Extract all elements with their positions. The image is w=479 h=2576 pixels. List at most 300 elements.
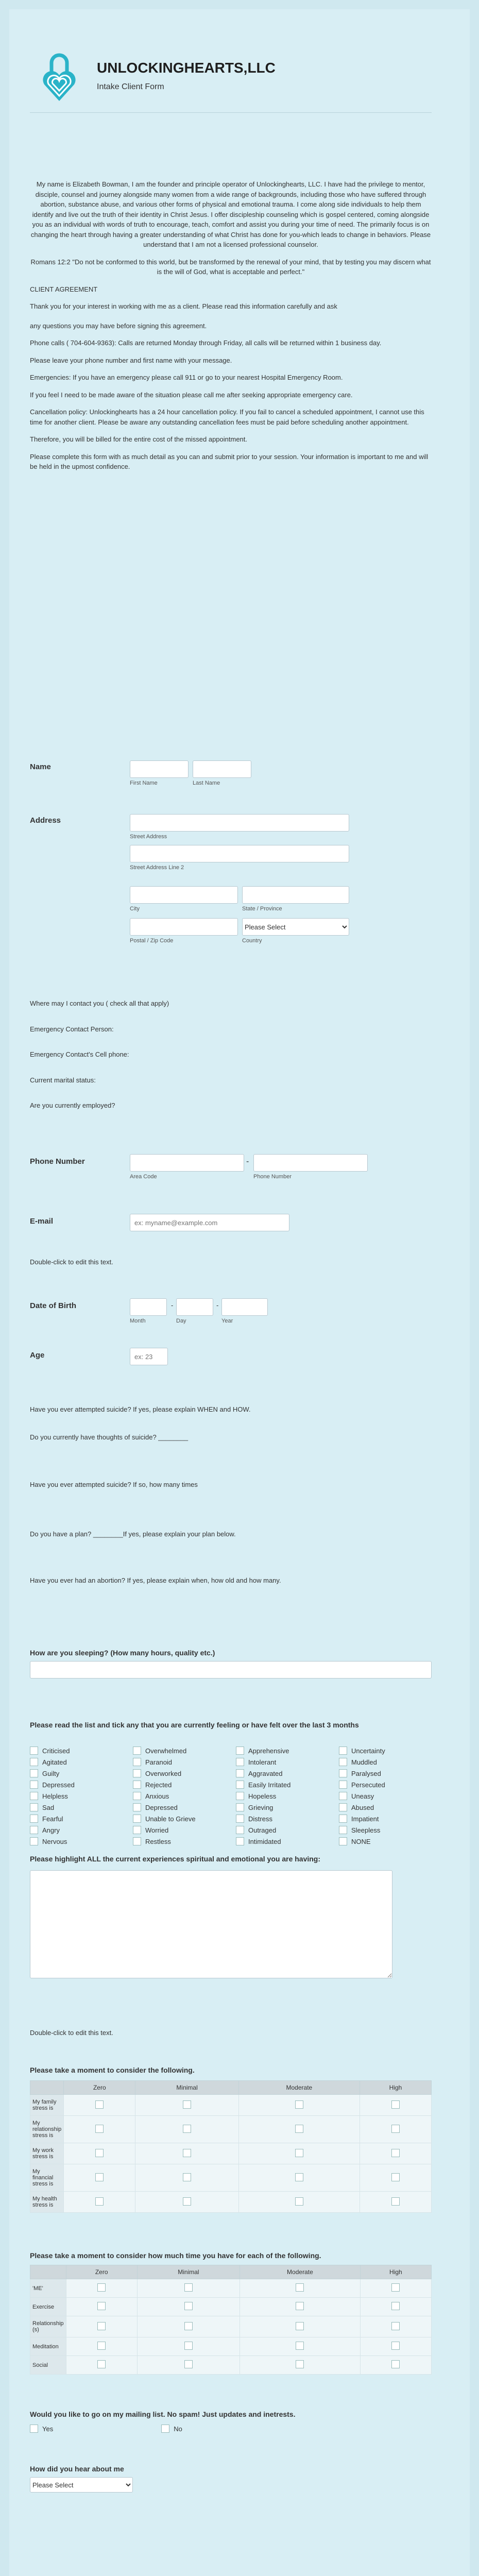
checkbox[interactable] xyxy=(236,1781,244,1789)
feeling-label: Abused xyxy=(351,1803,374,1811)
feeling-option[interactable] xyxy=(30,1747,123,1755)
feeling-option[interactable] xyxy=(339,1769,432,1777)
matrix-cell xyxy=(64,2192,135,2213)
emergency-policy: Emergencies: If you have an emergency please call 911 or go to your nearest Hospital Emergency Room. xyxy=(30,374,343,381)
abortion-question: Have you ever had an abortion? If yes, please explain when, how old and how many. xyxy=(30,1577,281,1584)
checkbox[interactable] xyxy=(30,1769,38,1777)
mailing-no-option[interactable]: No xyxy=(161,2425,182,2433)
mailing-label: Would you like to go on my mailing list. No spam! Just updates and inetrests. xyxy=(30,2410,296,2418)
matrix-cell xyxy=(135,2143,239,2164)
matrix-row-label: Social xyxy=(30,2356,66,2375)
feeling-option[interactable] xyxy=(133,1781,226,1789)
phone-label: Phone Number xyxy=(30,1157,85,1166)
matrix-cell xyxy=(66,2279,137,2298)
feeling-option[interactable] xyxy=(30,1837,123,1845)
feeling-label: Fearful xyxy=(42,1815,63,1823)
matrix-cell xyxy=(360,2337,431,2356)
message-policy: Please leave your phone number and first name with your message. xyxy=(30,356,232,364)
checkbox[interactable] xyxy=(391,2360,400,2368)
last-name-input[interactable] xyxy=(193,760,251,778)
matrix-cell xyxy=(137,2337,239,2356)
area-code-input[interactable] xyxy=(130,1154,244,1172)
feeling-option[interactable] xyxy=(236,1747,329,1755)
checkbox[interactable] xyxy=(236,1792,244,1800)
feeling-label: Easily Irritated xyxy=(248,1781,291,1789)
emergency-phone-question: Emergency Contact's Cell phone: xyxy=(30,1050,129,1058)
zip-group: Postal / Zip Code xyxy=(130,918,238,944)
matrix-column-header: High xyxy=(360,2265,431,2279)
matrix-row-label: Exercise xyxy=(30,2298,66,2316)
checkbox[interactable] xyxy=(296,2360,304,2368)
matrix-cell xyxy=(137,2279,239,2298)
checkbox[interactable] xyxy=(295,2173,303,2181)
name-label: Name xyxy=(30,762,51,771)
agreement-text: any questions you may have before signing this agreement. xyxy=(30,321,207,330)
state-input[interactable] xyxy=(242,886,349,904)
feeling-option[interactable] xyxy=(236,1769,329,1777)
matrix-cell xyxy=(135,2164,239,2192)
first-name-input[interactable] xyxy=(130,760,189,778)
feeling-label: Uncertainty xyxy=(351,1747,385,1755)
checkbox[interactable] xyxy=(133,1826,141,1834)
country-group: Please Select Country xyxy=(242,918,349,944)
feeling-option[interactable] xyxy=(30,1781,123,1789)
street-address2-input[interactable] xyxy=(130,845,349,862)
feeling-option[interactable] xyxy=(236,1781,329,1789)
matrix-cell xyxy=(64,2095,135,2116)
checkbox[interactable] xyxy=(30,1826,38,1834)
matrix-row-label: My work stress is xyxy=(30,2143,64,2164)
feeling-option[interactable] xyxy=(30,1758,123,1766)
address-label: Address xyxy=(30,816,61,825)
feeling-label: Depressed xyxy=(145,1803,178,1811)
checkbox[interactable] xyxy=(95,2197,104,2206)
age-label: Age xyxy=(30,1351,45,1360)
checkbox[interactable] xyxy=(339,1803,347,1811)
feeling-label: Unable to Grieve xyxy=(145,1815,196,1823)
checkbox[interactable] xyxy=(391,2322,400,2330)
checkbox[interactable] xyxy=(295,2125,303,2133)
dob-day-input[interactable] xyxy=(176,1298,213,1316)
feeling-label: Worried xyxy=(145,1826,169,1834)
checkbox[interactable] xyxy=(236,1826,244,1834)
checkbox[interactable] xyxy=(391,2197,400,2206)
matrix-row-label: My relationship stress is xyxy=(30,2116,64,2143)
matrix-cell xyxy=(238,2116,360,2143)
brand-title: UNLOCKINGHEARTS,LLC xyxy=(97,60,276,76)
cancellation-policy: Cancellation policy: Unlockinghearts has a 24 hour cancellation policy. If you fail to cancel a scheduled appointment, I cannot use this time for another client. Please be aware any outstanding cancellation fees must be paid before scheduling another appointment. xyxy=(30,408,424,426)
hear-label: How did you hear about me xyxy=(30,2465,124,2473)
checkbox[interactable] xyxy=(391,2100,400,2109)
feeling-label: Overwhelmed xyxy=(145,1747,187,1755)
phone-number-group: Phone Number xyxy=(253,1154,368,1180)
checkbox[interactable] xyxy=(95,2125,104,2133)
matrix-row-label: My family stress is xyxy=(30,2095,64,2116)
checkbox[interactable] xyxy=(296,2322,304,2330)
checkbox[interactable] xyxy=(95,2173,104,2181)
checkbox[interactable] xyxy=(183,2149,191,2157)
emergency-followup: If you feel I need to be made aware of the situation please call me after seeking appropriate emergency care. xyxy=(30,391,353,399)
feeling-label: Uneasy xyxy=(351,1792,374,1800)
checkbox[interactable] xyxy=(391,2125,400,2133)
checkbox[interactable] xyxy=(295,2100,303,2109)
feeling-option[interactable] xyxy=(339,1747,432,1755)
marital-status-question: Current marital status: xyxy=(30,1076,96,1084)
dob-sep: - xyxy=(216,1301,219,1309)
matrix-cell xyxy=(238,2095,360,2116)
matrix-column-header: Moderate xyxy=(238,2081,360,2095)
form-subtitle: Intake Client Form xyxy=(97,82,164,91)
agreement-title: CLIENT AGREEMENT xyxy=(30,285,98,293)
checkbox[interactable] xyxy=(30,1815,38,1823)
checkbox[interactable] xyxy=(133,1837,141,1845)
feeling-option[interactable] xyxy=(30,1803,123,1811)
checkbox[interactable] xyxy=(339,1747,347,1755)
feeling-label: Impatient xyxy=(351,1815,379,1823)
feeling-option[interactable] xyxy=(133,1758,226,1766)
checkbox[interactable] xyxy=(236,1769,244,1777)
feeling-label: Depressed xyxy=(42,1781,75,1789)
matrix-row xyxy=(30,2095,432,2116)
matrix-row xyxy=(30,2164,432,2192)
matrix-cell xyxy=(238,2192,360,2213)
billing-policy: Therefore, you will be billed for the entire cost of the missed appointment. xyxy=(30,435,247,443)
feeling-option[interactable] xyxy=(236,1826,329,1834)
checkbox[interactable] xyxy=(97,2302,106,2310)
sleep-input[interactable] xyxy=(30,1661,432,1679)
matrix-cell xyxy=(240,2316,361,2337)
feeling-option[interactable] xyxy=(339,1826,432,1834)
feeling-option[interactable] xyxy=(133,1826,226,1834)
street-group: Street Address xyxy=(130,814,349,840)
checkbox[interactable] xyxy=(236,1747,244,1755)
checkbox[interactable] xyxy=(296,2283,304,2292)
intro-paragraph: My name is Elizabeth Bowman, I am the founder and principle operator of Unlockinghearts, LLC. I have had the privilege to mentor, disciple, counsel and journey alongside many women from a wide range of backgrounds, including those who have suffered through abortion, substance abuse, and various other forms of physical and emotional trauma. I come along side individuals to help them identify and live out the truth of their identity in Christ Jesus. I offer discipleship counseling which is gospel centered, coming alongside you as an individual with words of truth to encourage, teach, comfort and assist you during your time of need. The primarily focus is on changing the heart through having a greater understanding of what Christ has done for you-which leads to change in behaviors. Please understand that I am not a licensed professional counselor. xyxy=(30,180,431,248)
checkbox[interactable] xyxy=(339,1826,347,1834)
dob-year-input[interactable] xyxy=(221,1298,268,1316)
checkbox[interactable] xyxy=(236,1837,244,1845)
feeling-label: Aggravated xyxy=(248,1769,283,1777)
suicide-question: Have you ever attempted suicide? If yes, please explain WHEN and HOW. xyxy=(30,1405,251,1413)
checkbox[interactable] xyxy=(184,2302,193,2310)
matrix1-label: Please take a moment to consider the following. xyxy=(30,2066,195,2074)
checkbox[interactable] xyxy=(339,1837,347,1845)
matrix-cell xyxy=(240,2298,361,2316)
country-select[interactable] xyxy=(242,918,349,936)
last-name-group: Last Name xyxy=(193,760,251,786)
street-address-input[interactable] xyxy=(130,814,349,832)
feeling-option[interactable] xyxy=(133,1815,226,1823)
checkbox[interactable] xyxy=(97,2283,106,2292)
checkbox[interactable] xyxy=(184,2342,193,2350)
feeling-label: Intimidated xyxy=(248,1837,281,1845)
checkbox[interactable] xyxy=(339,1792,347,1800)
matrix-row-label: Meditation xyxy=(30,2337,66,2356)
matrix-column-header: High xyxy=(360,2081,431,2095)
checkbox[interactable] xyxy=(30,2425,38,2433)
matrix-cell xyxy=(360,2298,431,2316)
dob-label: Date of Birth xyxy=(30,1301,76,1310)
checkbox[interactable] xyxy=(236,1803,244,1811)
feeling-label: Paranoid xyxy=(145,1758,173,1766)
checkbox[interactable] xyxy=(183,2125,191,2133)
checkbox[interactable] xyxy=(296,2302,304,2310)
matrix-cell xyxy=(137,2356,239,2375)
first-name-group: First Name xyxy=(130,760,189,786)
checkbox[interactable] xyxy=(184,2283,193,2292)
editable-text[interactable]: Double-click to edit this text. xyxy=(30,1258,113,1266)
matrix-row xyxy=(30,2356,432,2375)
thoughts-question: Do you currently have thoughts of suicide? ________ xyxy=(30,1433,189,1441)
checkbox[interactable] xyxy=(391,2149,400,2157)
feeling-label: Criticised xyxy=(42,1747,70,1755)
matrix-cell xyxy=(238,2143,360,2164)
feeling-option[interactable] xyxy=(236,1803,329,1811)
checkbox[interactable] xyxy=(183,2100,191,2109)
matrix-row xyxy=(30,2116,432,2143)
feeling-label: Overworked xyxy=(145,1769,182,1777)
matrix-row xyxy=(30,2192,432,2213)
feeling-option[interactable] xyxy=(339,1815,432,1823)
scripture-paragraph: Romans 12:2 "Do not be conformed to this world, but be transformed by the renewal of your mind, that by testing you may discern what is the will of God, what is acceptable and perfect." xyxy=(30,258,431,276)
matrix-cell xyxy=(360,2356,431,2375)
feeling-label: Helpless xyxy=(42,1792,68,1800)
feeling-label: Restless xyxy=(145,1837,171,1845)
phone-policy: Phone calls ( 704-604-9363): Calls are returned Monday through Friday, all calls will be returned within 1 business day. xyxy=(30,339,382,347)
matrix-cell xyxy=(240,2337,361,2356)
matrix-cell xyxy=(66,2356,137,2375)
matrix-corner xyxy=(30,2081,64,2095)
checkbox[interactable] xyxy=(236,1758,244,1766)
feeling-label: Persecuted xyxy=(351,1781,385,1789)
matrix-row xyxy=(30,2279,432,2298)
feeling-option[interactable] xyxy=(133,1747,226,1755)
city-input[interactable] xyxy=(130,886,238,904)
matrix2-label: Please take a moment to consider how much time you have for each of the following. xyxy=(30,2251,321,2260)
matrix-cell xyxy=(240,2279,361,2298)
matrix-row-label: 'ME' xyxy=(30,2279,66,2298)
checkbox[interactable] xyxy=(295,2197,303,2206)
mailing-options xyxy=(30,2425,182,2433)
intro-section xyxy=(30,179,432,479)
feeling-label: Agitated xyxy=(42,1758,67,1766)
completion-note: Please complete this form with as much detail as you can and submit prior to your session. Your information is important to me and will be held in the upmost confidence. xyxy=(30,452,429,470)
matrix-cell xyxy=(360,2279,431,2298)
checkbox[interactable] xyxy=(97,2322,106,2330)
matrix-cell xyxy=(64,2143,135,2164)
phone-dash: - xyxy=(246,1157,249,1166)
matrix-cell xyxy=(360,2116,431,2143)
feeling-label: Sad xyxy=(42,1803,55,1811)
checkbox[interactable] xyxy=(161,2425,169,2433)
feeling-option[interactable] xyxy=(133,1792,226,1800)
checkbox[interactable] xyxy=(133,1769,141,1777)
email-label: E-mail xyxy=(30,1217,54,1226)
matrix-cell xyxy=(360,2192,431,2213)
feeling-option[interactable] xyxy=(236,1758,329,1766)
feeling-option[interactable] xyxy=(339,1781,432,1789)
phone-number-input[interactable] xyxy=(253,1154,368,1172)
attempt-question: Have you ever attempted suicide? If so, how many times xyxy=(30,1481,198,1488)
emergency-contact-question: Emergency Contact Person: xyxy=(30,1025,114,1033)
checkbox[interactable] xyxy=(391,2342,400,2350)
highlight-textarea[interactable] xyxy=(30,1870,392,1978)
checkbox[interactable] xyxy=(391,2173,400,2181)
contact-question: Where may I contact you ( check all that apply) xyxy=(30,999,169,1007)
mailing-yes-option[interactable]: Yes xyxy=(30,2425,53,2433)
feeling-option[interactable] xyxy=(236,1837,329,1845)
sleep-label: How are you sleeping? (How many hours, quality etc.) xyxy=(30,1649,215,1657)
area-code-group: Area Code xyxy=(130,1154,244,1180)
matrix-column-header: Minimal xyxy=(137,2265,239,2279)
checkbox[interactable] xyxy=(184,2322,193,2330)
checkbox[interactable] xyxy=(236,1815,244,1823)
editable-text[interactable]: Double-click to edit this text. xyxy=(30,2029,113,2037)
feeling-option[interactable] xyxy=(236,1792,329,1800)
feeling-label: Hopeless xyxy=(248,1792,277,1800)
checkbox[interactable] xyxy=(133,1781,141,1789)
feeling-option[interactable] xyxy=(339,1837,432,1845)
email-group xyxy=(130,1214,289,1231)
heart-lock-logo xyxy=(42,47,76,104)
matrix-cell xyxy=(64,2116,135,2143)
feeling-label: Distress xyxy=(248,1815,272,1823)
feeling-label: Anxious xyxy=(145,1792,169,1800)
checkbox[interactable] xyxy=(133,1792,141,1800)
form-header xyxy=(30,47,432,109)
matrix-row-label: Relationship (s) xyxy=(30,2316,66,2337)
employment-question: Are you currently employed? xyxy=(30,1101,115,1109)
matrix-row xyxy=(30,2143,432,2164)
checkbox[interactable] xyxy=(339,1781,347,1789)
feeling-option[interactable] xyxy=(133,1803,226,1811)
hear-field xyxy=(30,2477,133,2493)
feeling-label: Intolerant xyxy=(248,1758,277,1766)
feeling-option[interactable] xyxy=(133,1769,226,1777)
age-group xyxy=(130,1348,168,1365)
checkbox[interactable] xyxy=(183,2197,191,2206)
zip-input[interactable] xyxy=(130,918,238,936)
feeling-label: NONE xyxy=(351,1837,371,1845)
feeling-label: Outraged xyxy=(248,1826,277,1834)
checkbox[interactable] xyxy=(391,2302,400,2310)
checkbox[interactable] xyxy=(30,1837,38,1845)
plan-question: Do you have a plan? ________If yes, please explain your plan below. xyxy=(30,1530,236,1538)
matrix-row xyxy=(30,2337,432,2356)
matrix-column-header: Minimal xyxy=(135,2081,239,2095)
checkbox[interactable] xyxy=(296,2342,304,2350)
age-input[interactable] xyxy=(130,1348,168,1365)
matrix-column-header: Moderate xyxy=(240,2265,361,2279)
checkbox[interactable] xyxy=(95,2100,104,2109)
matrix-row-label: My financial stress is xyxy=(30,2164,64,2192)
checkbox[interactable] xyxy=(391,2283,400,2292)
dob-month-input[interactable] xyxy=(130,1298,167,1316)
checkbox[interactable] xyxy=(95,2149,104,2157)
feeling-option[interactable] xyxy=(30,1826,123,1834)
matrix-row xyxy=(30,2298,432,2316)
checkbox[interactable] xyxy=(133,1815,141,1823)
matrix-cell xyxy=(135,2095,239,2116)
checkbox[interactable] xyxy=(97,2360,106,2368)
checkbox[interactable] xyxy=(339,1815,347,1823)
feeling-label: Nervous xyxy=(42,1837,67,1845)
checkbox[interactable] xyxy=(133,1758,141,1766)
feeling-label: Angry xyxy=(42,1826,60,1834)
feeling-option[interactable] xyxy=(339,1758,432,1766)
feeling-option[interactable] xyxy=(30,1815,123,1823)
matrix-cell xyxy=(135,2116,239,2143)
time-matrix xyxy=(30,2265,432,2375)
street2-group: Street Address Line 2 xyxy=(130,845,349,871)
state-group: State / Province xyxy=(242,886,349,912)
checkbox[interactable] xyxy=(339,1769,347,1777)
checkbox[interactable] xyxy=(339,1758,347,1766)
matrix-cell xyxy=(360,2164,431,2192)
checkbox[interactable] xyxy=(30,1781,38,1789)
matrix-cell xyxy=(240,2356,361,2375)
checkbox[interactable] xyxy=(133,1803,141,1811)
matrix-cell xyxy=(360,2316,431,2337)
matrix-cell xyxy=(66,2337,137,2356)
checkbox[interactable] xyxy=(133,1747,141,1755)
checkbox[interactable] xyxy=(183,2173,191,2181)
matrix-row-label: My health stress is xyxy=(30,2192,64,2213)
dob-month-group: Month xyxy=(130,1298,167,1324)
feeling-option[interactable] xyxy=(339,1803,432,1811)
dob-year-group: Year xyxy=(221,1298,268,1324)
checkbox[interactable] xyxy=(30,1747,38,1755)
feeling-option[interactable] xyxy=(30,1769,123,1777)
matrix-row xyxy=(30,2316,432,2337)
feeling-label: Apprehensive xyxy=(248,1747,289,1755)
matrix-cell xyxy=(360,2143,431,2164)
highlight-field xyxy=(30,1870,392,1980)
matrix-column-header: Zero xyxy=(64,2081,135,2095)
checkbox[interactable] xyxy=(30,1792,38,1800)
feeling-option[interactable] xyxy=(133,1837,226,1845)
highlight-label: Please highlight ALL the current experiences spiritual and emotional you are having: xyxy=(30,1855,321,1863)
matrix-cell xyxy=(66,2316,137,2337)
checkbox[interactable] xyxy=(30,1758,38,1766)
checkbox[interactable] xyxy=(295,2149,303,2157)
contact-questions xyxy=(30,998,432,1118)
feelings-checklist xyxy=(30,1747,432,1845)
feeling-option[interactable] xyxy=(30,1792,123,1800)
feeling-option[interactable] xyxy=(339,1792,432,1800)
header-divider xyxy=(30,112,432,113)
agreement-text: Thank you for your interest in working with me as a client. Please read this information carefully and ask xyxy=(30,302,337,310)
checkbox[interactable] xyxy=(30,1803,38,1811)
matrix-cell xyxy=(238,2164,360,2192)
matrix-cell xyxy=(66,2298,137,2316)
city-group: City xyxy=(130,886,238,912)
feeling-label: Muddled xyxy=(351,1758,377,1766)
feeling-label: Guilty xyxy=(42,1769,60,1777)
matrix-column-header: Zero xyxy=(66,2265,137,2279)
feeling-label: Sleepless xyxy=(351,1826,381,1834)
hear-select[interactable] xyxy=(30,2477,133,2493)
dob-day-group: Day xyxy=(176,1298,213,1324)
feeling-option[interactable] xyxy=(236,1815,329,1823)
feelings-label: Please read the list and tick any that you are currently feeling or have felt over the last 3 months xyxy=(30,1721,359,1729)
checkbox[interactable] xyxy=(97,2342,106,2350)
matrix-cell xyxy=(137,2316,239,2337)
feeling-label: Paralysed xyxy=(351,1769,381,1777)
email-input[interactable] xyxy=(130,1214,289,1231)
matrix-cell xyxy=(360,2095,431,2116)
checkbox[interactable] xyxy=(184,2360,193,2368)
